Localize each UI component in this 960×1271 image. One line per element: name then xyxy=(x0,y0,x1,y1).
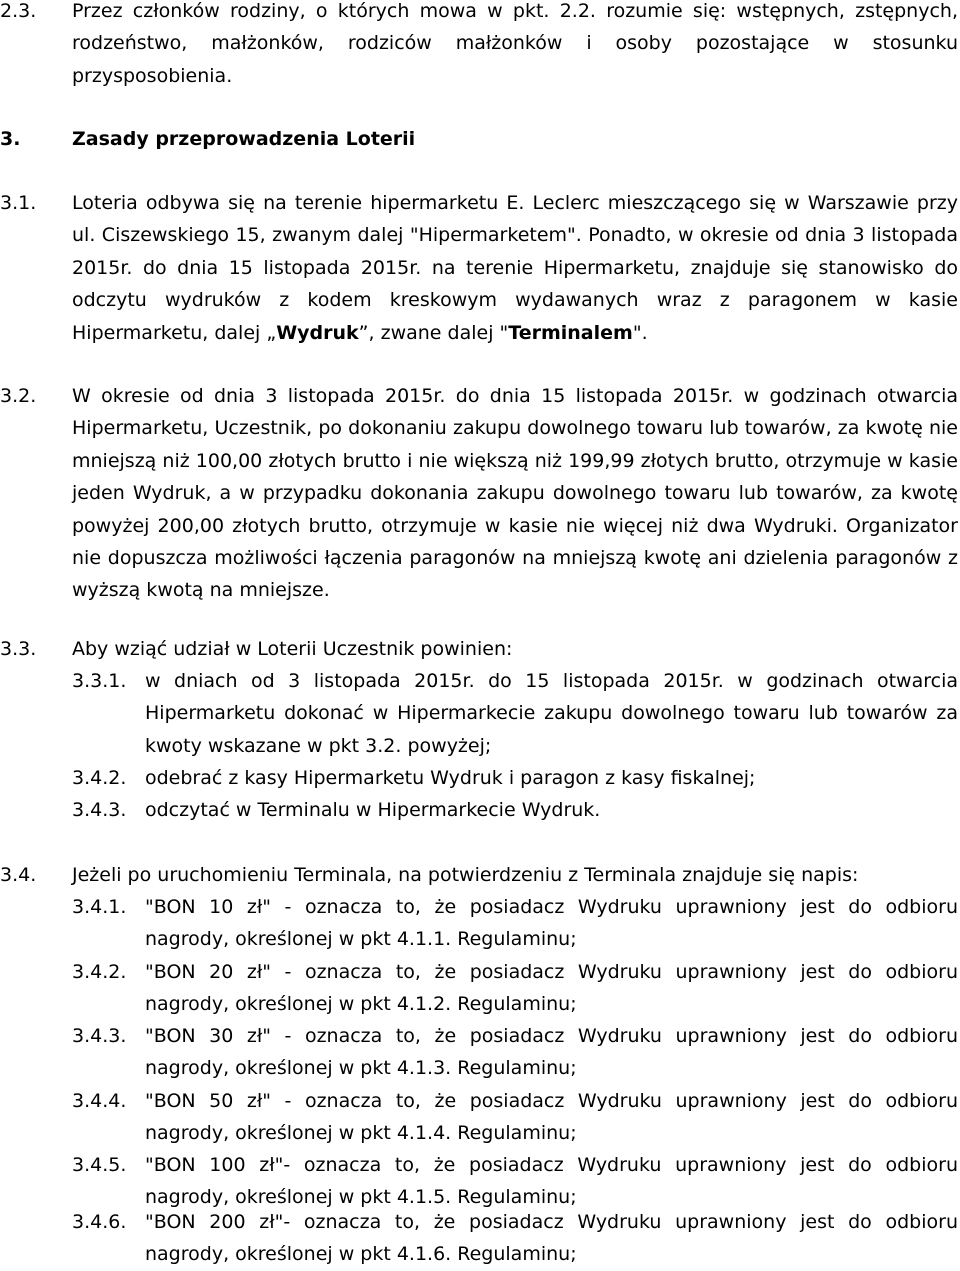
list-item-text: odczytać w Terminalu w Hipermarkecie Wydruk. xyxy=(145,799,601,821)
list-item-3-4-1 xyxy=(72,891,958,956)
list-item-text: w dniach od 3 listopada 2015r. do 15 listopada 2015r. w godzinach otwarcia Hipermarketu dokonać w Hipermarkecie zakupu dowolnego towaru lub towarów za kwoty wskazane w pkt 3.2. powyżej; xyxy=(145,670,958,757)
list-item-text: odebrać z kasy Hipermarketu Wydruk i paragon z kasy fiskalnej; xyxy=(145,767,756,789)
list-item-number: 3.4.1. xyxy=(72,896,127,918)
list-item-text: "BON 50 zł" - oznacza to, że posiadacz Wydruku uprawniony jest do odbioru nagrody, określonej w pkt 4.1.4. Regulaminu; xyxy=(145,1090,958,1145)
list-item-3-4-2 xyxy=(72,956,958,1021)
list-item-3-4-3a xyxy=(72,794,958,826)
text-run: ”, zwane dalej " xyxy=(358,321,509,344)
list-item-text: "BON 30 zł" - oznacza to, że posiadacz Wydruku uprawniony jest do odbioru nagrody, określonej w pkt 4.1.3. Regulaminu; xyxy=(145,1025,958,1080)
list-item-number: 3.4.5. xyxy=(72,1154,127,1176)
paragraph-text xyxy=(72,187,958,349)
list-item-3-4-2a xyxy=(72,762,958,794)
list-item-3-3-1 xyxy=(72,665,958,762)
paragraph-3-4 xyxy=(0,859,958,891)
paragraph-text: Aby wziąć udział w Loterii Uczestnik powinien: xyxy=(72,638,513,660)
list-item-text: "BON 10 zł" - oznacza to, że posiadacz Wydruku uprawniony jest do odbioru nagrody, określonej w pkt 4.1.1. Regulaminu; xyxy=(145,896,958,951)
paragraph-number: 3.2. xyxy=(0,385,37,407)
list-item-number: 3.3.1. xyxy=(72,670,127,692)
list-item-text: "BON 20 zł" - oznacza to, że posiadacz Wydruku uprawniony jest do odbioru nagrody, określonej w pkt 4.1.2. Regulaminu; xyxy=(145,961,958,1016)
list-item-3-4-5 xyxy=(72,1149,958,1214)
list-item-number: 3.4.4. xyxy=(72,1090,127,1112)
text-run: ". xyxy=(632,321,648,344)
paragraph-number: 3.4. xyxy=(0,864,37,886)
list-item-number: 3.4.2. xyxy=(72,767,127,789)
list-item-text: "BON 200 zł"- oznacza to, że posiadacz Wydruku uprawniony jest do odbioru nagrody, określonej w pkt 4.1.6. Regulaminu; xyxy=(145,1211,958,1266)
term-terminal: Terminalem xyxy=(508,321,633,344)
paragraph-number: 3.3. xyxy=(0,638,37,660)
section-heading-3 xyxy=(0,123,958,155)
section-number: 3. xyxy=(0,128,21,150)
list-item-number: 3.4.3. xyxy=(72,1025,127,1047)
paragraph-text: Jeżeli po uruchomieniu Terminala, na potwierdzeniu z Terminala znajduje się napis: xyxy=(72,864,859,886)
paragraph-2-3 xyxy=(0,0,958,92)
paragraph-3-3 xyxy=(0,633,958,665)
list-item-3-4-6 xyxy=(72,1206,958,1271)
section-title: Zasady przeprowadzenia Loterii xyxy=(72,128,416,150)
text-run: Loteria odbywa się na terenie hipermarketu E. Leclerc mieszczącego się w Warszawie przy ul. Ciszewskiego 15, zwanym dalej "Hipermarketem". Ponadto, w okresie od dnia 3 listopada 2015r. do dnia 15 listopada 2015r. na terenie Hipermarketu, znajduje się stanowisko do odczytu wydruków z kodem kreskowym wydawanych wraz z paragonem w kasie Hipermarketu, dalej „ xyxy=(72,192,958,344)
list-item-number: 3.4.6. xyxy=(72,1211,127,1233)
term-wydruk: Wydruk xyxy=(276,321,359,344)
paragraph-3-2 xyxy=(0,380,958,607)
paragraph-number: 3.1. xyxy=(0,192,37,214)
list-item-number: 3.4.3. xyxy=(72,799,127,821)
list-item-number: 3.4.2. xyxy=(72,961,127,983)
paragraph-text: W okresie od dnia 3 listopada 2015r. do dnia 15 listopada 2015r. w godzinach otwarcia Hipermarketu, Uczestnik, po dokonaniu zakupu dowolnego towaru lub towarów, za kwotę nie mniejszą niż 100,00 złotych brutto i nie większą niż 199,99 złotych brutto, otrzymuje w kasie jeden Wydruk, a w przypadku dokonania zakupu dowolnego towaru lub towarów, za kwotę powyżej 200,00 złotych brutto, otrzymuje w kasie nie więcej niż dwa Wydruki. Organizator nie dopuszcza możliwości łączenia paragonów na mniejszą kwotę ani dzielenia paragonów z wyższą kwotą na mniejsze. xyxy=(72,385,958,602)
list-item-3-4-3 xyxy=(72,1020,958,1085)
paragraph-number: 2.3. xyxy=(0,0,37,22)
list-item-text: "BON 100 zł"- oznacza to, że posiadacz Wydruku uprawniony jest do odbioru nagrody, określonej w pkt 4.1.5. Regulaminu; xyxy=(145,1154,958,1209)
paragraph-3-1 xyxy=(0,187,958,349)
list-item-3-4-4 xyxy=(72,1085,958,1150)
paragraph-text: Przez członków rodziny, o których mowa w pkt. 2.2. rozumie się: wstępnych, zstępnych, rodzeństwo, małżonków, rodziców małżonków i osoby pozostające w stosunku przysposobienia. xyxy=(72,0,958,87)
